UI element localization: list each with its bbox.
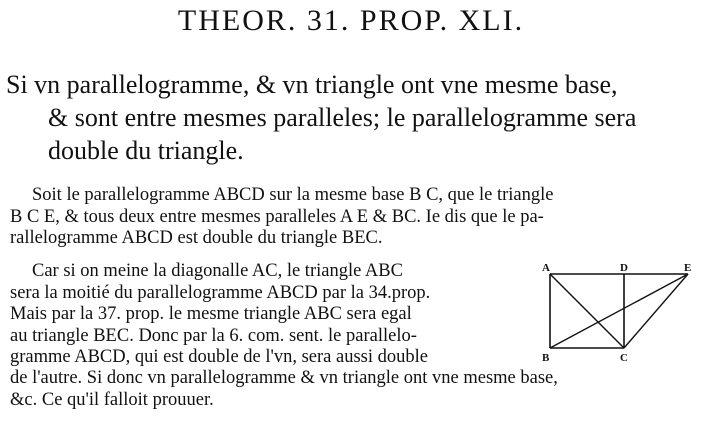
paragraph1-line-2: B C E, & tous deux entre mesmes paralleles A E & BC. Ie dis que le pa- — [10, 206, 544, 227]
proof-paragraph-1 — [10, 185, 700, 250]
line-BE — [550, 274, 688, 348]
proof-paragraph-3 — [10, 368, 700, 411]
paragraph1-line-1: Soit le parallelogramme ABCD sur la mesme base B C, que le triangle — [32, 185, 554, 205]
proof-paragraph-2 — [10, 261, 550, 369]
geometry-figure — [540, 262, 700, 366]
label-E: E — [684, 262, 692, 274]
paragraph3-line-2: &c. Ce qu'il falloit prouuer. — [10, 389, 214, 410]
proposition-statement — [6, 68, 696, 167]
label-A: A — [542, 262, 550, 274]
paragraph2-line-3: Mais par la 37. prop. le mesme triangle ABC sera egal — [10, 304, 412, 324]
paragraph2-line-5: gramme ABCD, qui est double de l'vn, sera aussi double — [10, 347, 428, 367]
paragraph1-line-3: rallelogramme ABCD est double du triangle BEC. — [10, 228, 383, 248]
label-B: B — [542, 352, 550, 364]
paragraph3-line-1: de l'autre. Si donc vn parallelogramme & vn triangle ont vne mesme base, — [10, 368, 558, 388]
label-C: C — [620, 352, 628, 364]
statement-line-1: Si vn parallelogramme, & vn triangle ont vne mesme base, — [6, 70, 618, 99]
label-D: D — [620, 262, 628, 274]
page-title: THEOR. 31. PROP. XLI. — [177, 4, 525, 37]
line-CE — [624, 274, 688, 348]
statement-line-2: & sont entre mesmes paralleles; le parallelogramme sera — [48, 103, 637, 132]
statement-line-3: double du triangle. — [48, 136, 244, 165]
line-AC — [550, 274, 624, 348]
paragraph2-line-4: au triangle BEC. Donc par la 6. com. sent. le parallelo- — [10, 325, 417, 346]
paragraph2-line-2: sera la moitié du parallelogramme ABCD par la 34.prop. — [10, 282, 431, 303]
paragraph2-line-1: Car si on meine la diagonalle AC, le triangle ABC — [32, 261, 403, 281]
